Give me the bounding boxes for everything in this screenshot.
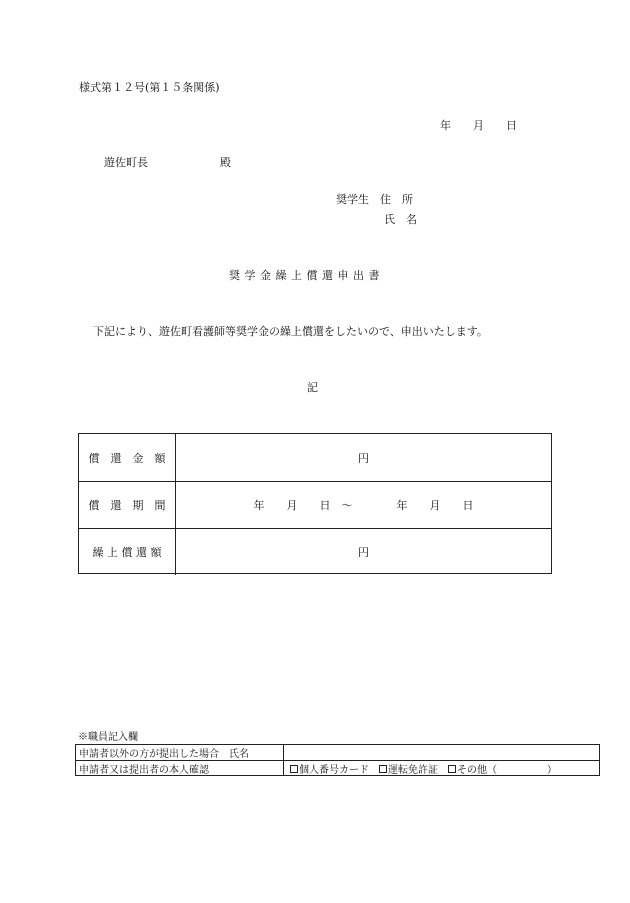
date-line[interactable]: 年 月 日 [440, 119, 517, 132]
repayment-amount-label: 償 還 金 額 [79, 434, 176, 481]
early-repayment-field[interactable]: 円 [358, 546, 369, 559]
checkbox-box[interactable] [290, 765, 298, 773]
checkbox-other[interactable] [448, 761, 557, 776]
checkbox-box[interactable] [448, 765, 456, 773]
table-row [76, 745, 599, 760]
submitter-name-label: 申請者以外の方が提出した場合 氏名 [76, 745, 284, 760]
checkbox-box[interactable] [379, 765, 387, 773]
identity-check-label: 申請者又は提出者の本人確認 [76, 761, 284, 776]
checkbox-label: 個人番号カード [299, 765, 369, 776]
repayment-table [78, 433, 552, 574]
ki-heading: 記 [307, 381, 318, 394]
checkbox-mynumber-card[interactable] [290, 761, 369, 776]
early-repayment-label: 繰 上 償 還 額 [79, 529, 176, 575]
staff-table [75, 744, 600, 776]
checkbox-label: その他（ ） [457, 765, 557, 776]
repayment-amount-field[interactable]: 円 [358, 451, 369, 465]
identity-check-options [284, 761, 599, 776]
submitter-name-field[interactable] [284, 745, 599, 760]
table-row [79, 481, 551, 528]
table-row [76, 760, 599, 776]
honorific: 殿 [220, 156, 231, 169]
checkbox-label: 運転免許証 [388, 765, 438, 776]
checkbox-drivers-license[interactable] [379, 761, 438, 776]
repayment-period-field[interactable]: 年 月 日 ～ 年 月 日 [253, 499, 474, 512]
staff-section-label: ※職員記入欄 [78, 732, 138, 743]
table-row [79, 528, 551, 575]
addressee: 遊佐町長 [104, 156, 148, 169]
form-number: 様式第１２号(第１５条関係) [79, 81, 220, 94]
table-row [79, 434, 551, 481]
applicant-name-field[interactable]: 氏 名 [384, 213, 417, 226]
document-title: 奨 学 金 繰 上 償 還 申 出 書 [229, 269, 380, 282]
repayment-period-label: 償 還 期 間 [79, 482, 176, 528]
applicant-address-field[interactable]: 奨学生 住 所 [336, 193, 413, 206]
body-text: 下記により、遊佐町看護師等奨学金の繰上償還をしたいので、申出いたします。 [93, 325, 488, 338]
